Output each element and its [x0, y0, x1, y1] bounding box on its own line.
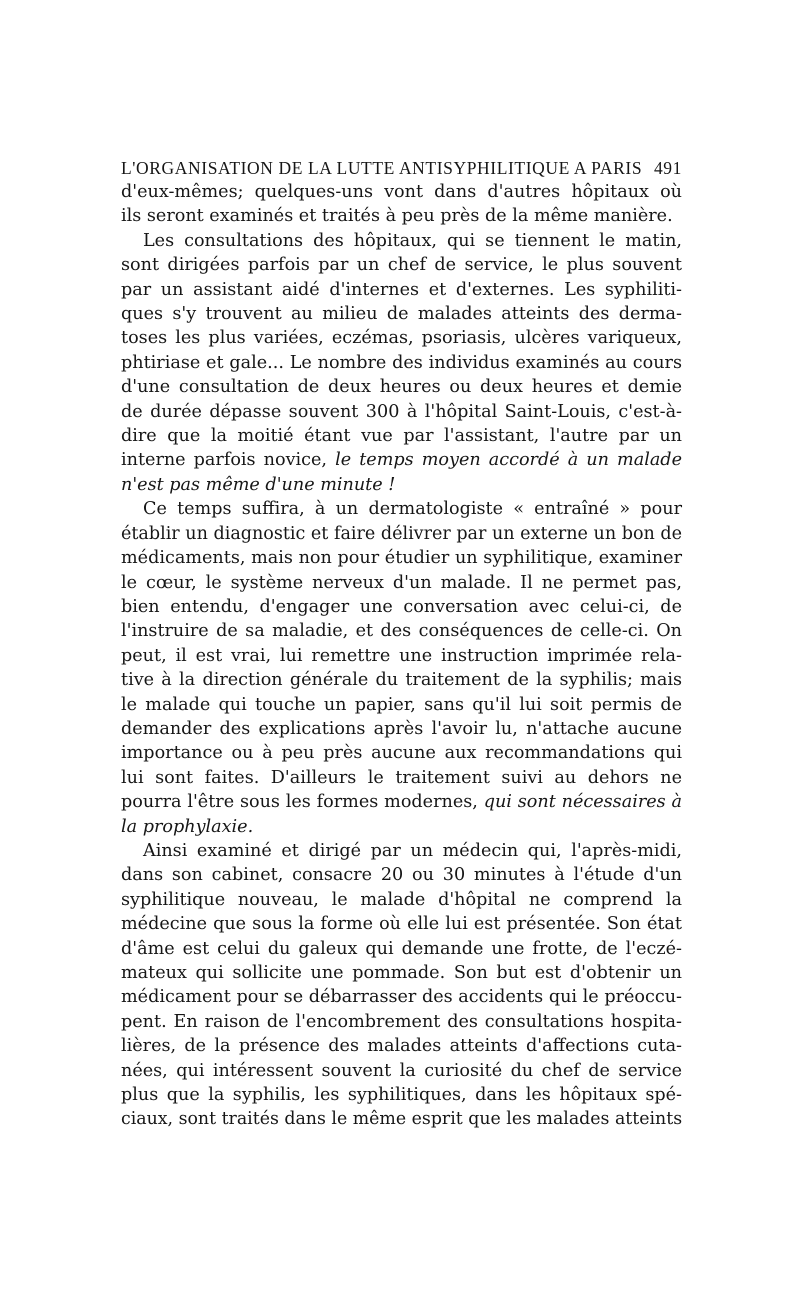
text-line: l'instruire de sa maladie, et des conséquences de celle-ci. On	[121, 621, 682, 642]
text-line: syphilitique nouveau, le malade d'hôpital ne comprend la	[121, 889, 682, 910]
text-line: ques s'y trouvent au milieu de malades atteints des derma-	[121, 304, 682, 325]
text-roman: interne parfois novice,	[121, 450, 336, 471]
running-header	[121, 158, 682, 179]
text-line: demander des explications après l'avoir lu, n'attache aucune	[121, 718, 682, 739]
text-italic: la prophylaxie.	[121, 816, 254, 837]
running-title: L'ORGANISATION DE LA LUTTE ANTISYPHILITIQUE A PARIS	[121, 158, 643, 178]
text-italic: n'est pas même d'une minute !	[121, 474, 396, 495]
text-line: de durée dépasse souvent 300 à l'hôpital Saint-Louis, c'est-à-	[121, 401, 682, 422]
text-roman: pourra l'être sous les formes modernes,	[121, 792, 484, 813]
text-line: d'âme est celui du galeux qui demande une frotte, de l'eczé-	[121, 938, 682, 959]
text-line: médicament pour se débarrasser des accidents qui le préoccu-	[121, 987, 682, 1008]
text-line: établir un diagnostic et faire délivrer par un externe un bon de	[121, 523, 682, 544]
text-line: tive à la direction générale du traitement de la syphilis; mais	[121, 670, 682, 691]
paragraph-3	[121, 497, 682, 839]
text-line: mateux qui sollicite une pommade. Son but est d'obtenir un	[121, 963, 682, 983]
text-line: dans son cabinet, consacre 20 ou 30 minutes à l'étude d'un	[121, 865, 682, 886]
text-line: d'une consultation de deux heures ou deux heures et demie	[121, 377, 682, 398]
text-line: médecine que sous la forme où elle lui est présentée. Son état	[121, 914, 682, 935]
text-line	[121, 815, 682, 839]
text-line: phtiriase et gale... Le nombre des individus examinés au cours	[121, 352, 682, 373]
text-line: bien entendu, d'engager une conversation avec celui-ci, de	[121, 596, 682, 617]
text-line: ils seront examinés et traités à peu près de la même manière.	[121, 206, 673, 227]
text-line: le cœur, le système nerveux d'un malade. Il ne permet pas,	[121, 572, 682, 593]
text-line: nées, qui intéressent souvent la curiosité du chef de service	[121, 1060, 682, 1081]
text-line-mixed	[121, 790, 682, 814]
paragraph-4	[121, 839, 682, 1132]
text-line: ciaux, sont traités dans le même esprit que les malades atteints	[121, 1109, 683, 1130]
text-line: plus que la syphilis, les syphilitiques, dans les hôpitaux spé-	[121, 1085, 682, 1106]
text-line: Ce temps suffira, à un dermatologiste « entraîné » pour	[143, 499, 682, 520]
text-line: lui sont faites. D'ailleurs le traitement suivi au dehors ne	[121, 767, 682, 788]
text-italic: qui sont nécessaires à	[483, 792, 683, 813]
text-italic: le temps moyen accordé à un malade	[335, 450, 682, 471]
text-line	[121, 473, 682, 497]
text-line: importance ou à peu près aucune aux recommandations qui	[121, 743, 682, 764]
text-line: par un assistant aidé d'internes et d'externes. Les syphiliti-	[121, 279, 682, 300]
text-line-mixed	[121, 448, 682, 472]
body-text	[121, 180, 682, 1132]
text-line: médicaments, mais non pour étudier un syphilitique, examiner	[121, 548, 682, 569]
text-line: toses les plus variées, eczémas, psoriasis, ulcères variqueux,	[121, 328, 682, 349]
text-line: lières, de la présence des malades atteints d'affections cuta-	[121, 1036, 682, 1057]
text-line: dire que la moitié étant vue par l'assistant, l'autre par un	[121, 426, 682, 447]
text-line: d'eux-mêmes; quelques-uns vont dans d'autres hôpitaux où	[121, 182, 682, 202]
paragraph-2	[121, 229, 682, 497]
text-line: pent. En raison de l'encombrement des consultations hospita-	[121, 1011, 682, 1032]
text-line: Ainsi examiné et dirigé par un médecin qui, l'après-midi,	[143, 840, 682, 861]
page-number: 491	[653, 158, 682, 178]
paragraph-1	[121, 180, 682, 229]
text-line: le malade qui touche un papier, sans qu'il lui soit permis de	[121, 694, 682, 715]
text-line: Les consultations des hôpitaux, qui se tiennent le matin,	[143, 230, 682, 251]
text-line: sont dirigées parfois par un chef de service, le plus souvent	[121, 255, 682, 276]
text-line: peut, il est vrai, lui remettre une instruction imprimée rela-	[121, 645, 682, 666]
